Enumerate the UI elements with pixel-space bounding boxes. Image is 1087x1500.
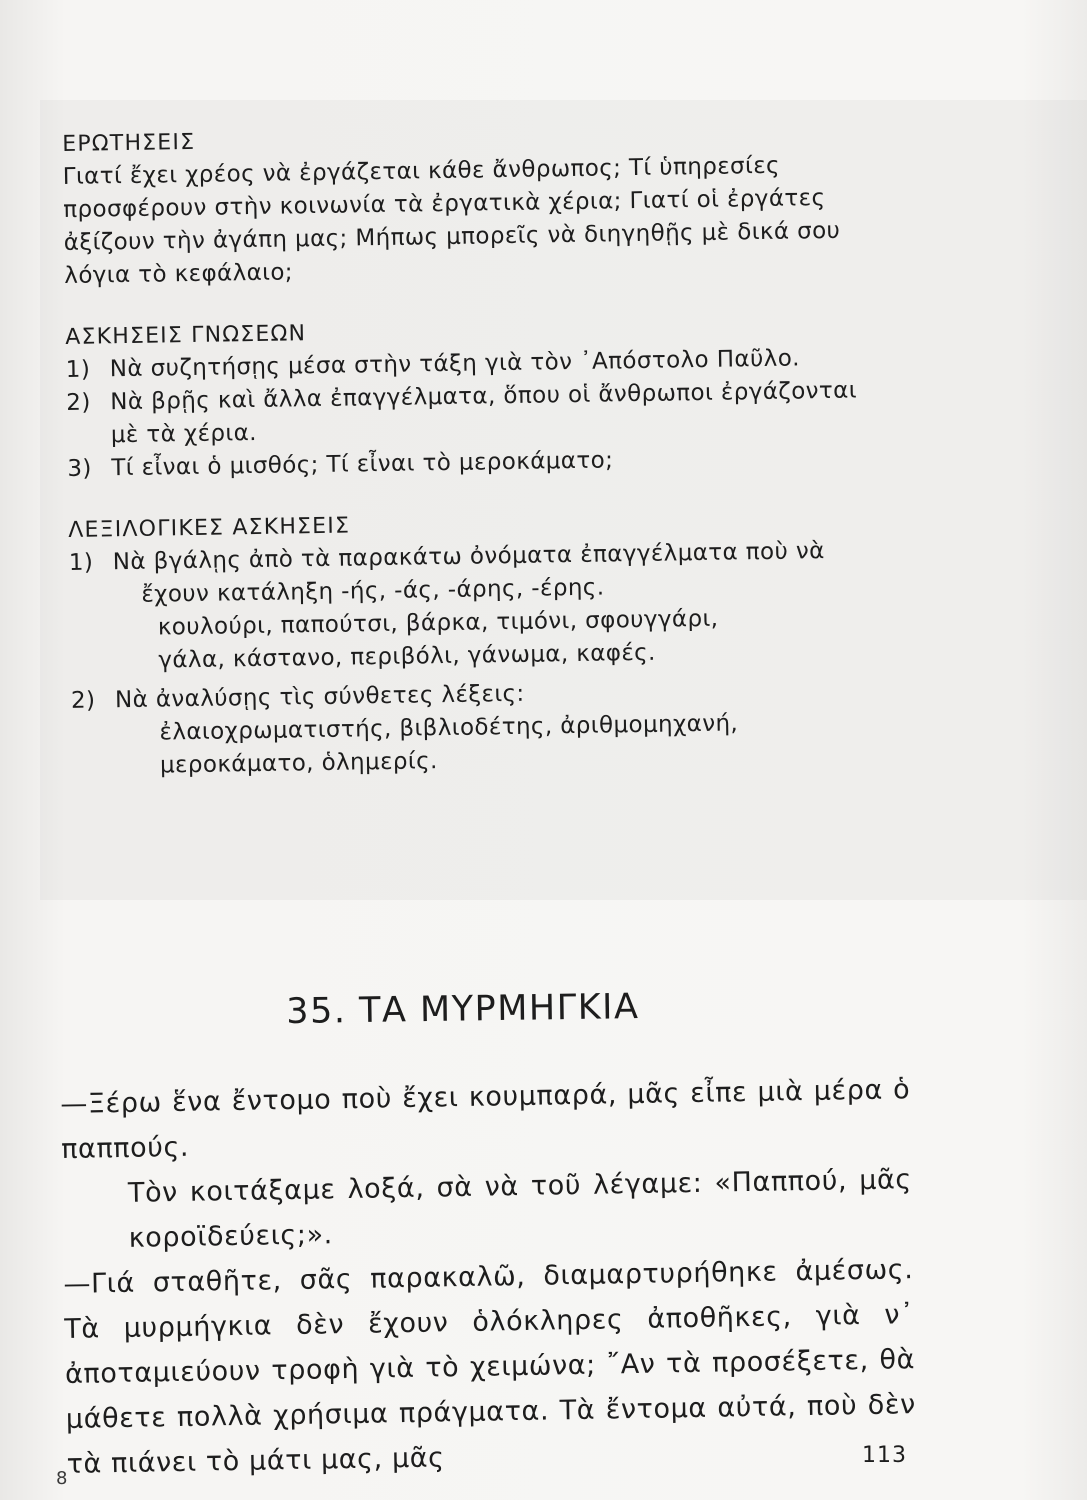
word-list-line: γάλα, κάστανο, περιβόλι, γάνωμα, καφές.	[158, 639, 656, 674]
questions-line: ἀξίζουν τὴν ἀγάπη μας; Μήπως μπορεῖς νὰ διηγηθῇς μὲ δικά σου	[63, 217, 841, 256]
story-text	[60, 1067, 917, 1487]
vocabulary-heading: ΛΕΞΙΛΟΓΙΚΕΣ ΑΣΚΗΣΕΙΣ	[68, 513, 351, 543]
vocabulary-block	[68, 501, 922, 784]
item-number: 3)	[67, 455, 92, 482]
word-list-line: κουλούρι, παπούτσι, βάρκα, τιμόνι, σφουγγάρι,	[157, 605, 719, 641]
item-text: μὲ τὰ χέρια.	[110, 419, 258, 449]
word-list-line: ἐλαιοχρωματιστής, βιβλιοδέτης, ἀριθμομηχανή,	[159, 710, 739, 746]
item-text: Νὰ συζητήσῃς μέσα στὴν τάξη γιὰ τὸν ᾿Απόστολο Παῦλο.	[109, 345, 801, 383]
knowledge-block	[65, 308, 917, 486]
exercises-section	[62, 115, 923, 812]
questions-line: λόγια τὸ κεφάλαιο;	[64, 259, 294, 289]
item-number: 2)	[70, 687, 96, 714]
item-text: Νὰ βγάλῃς ἀπὸ τὰ παρακάτω ὀνόματα ἐπαγγέλματα ποὺ νὰ	[112, 538, 825, 576]
story-paragraph: Τὸν κοιτάξαμε λοξά, σὰ νὰ τοῦ λέγαμε: «Παππού, μᾶς κοροϊδεύεις;».	[127, 1164, 913, 1254]
item-number: 1)	[65, 356, 91, 383]
vocabulary-item-2	[71, 672, 922, 784]
word-list-line: μεροκάματο, ὁλημερίς.	[159, 748, 438, 779]
item-text: Νὰ βρῇς καὶ ἄλλα ἐπαγγέλματα, ὅπου οἱ ἄνθρωποι ἐργάζονται	[110, 377, 858, 416]
item-text: Νὰ ἀναλύσῃς τὶς σύνθετες λέξεις:	[114, 680, 525, 714]
questions-heading: ΕΡΩΤΗΣΕΙΣ	[62, 129, 196, 157]
knowledge-heading: ΑΣΚΗΣΕΙΣ ΓΝΩΣΕΩΝ	[65, 321, 307, 350]
item-text: Τί εἶναι ὁ μισθός; Τί εἶναι τὸ μεροκάματο;	[111, 447, 614, 482]
item-number: 1)	[68, 549, 94, 576]
item-number: 2)	[66, 389, 91, 416]
questions-line: Γιατί ἔχει χρέος νὰ ἐργάζεται κάθε ἄνθρωπος; Τί ὑπηρεσίες	[62, 152, 781, 190]
page-number: 113	[862, 1443, 907, 1468]
vocabulary-item-1	[69, 534, 921, 679]
chapter-title: 35. ΤΑ ΜΥΡΜΗΓΚΙΑ	[286, 987, 640, 1032]
story-paragraph: —Γιά σταθῆτε, σᾶς παρακαλῶ, διαμαρτυρήθηκε ἀμέσως. Τὰ μυρμήγκια δὲν ἔχουν ὁλόκληρες ἀποθῆκες, γιὰ ν᾿ ἀποταμιεύουν τροφὴ γιὰ τὸ χειμώνα; ῎Αν τὰ προσέξετε, θὰ μάθετε πολλὰ χρήσιμα πράγματα. Τὰ ἔντομα αὐτά, ποὺ δὲν τὰ πιάνει τὸ μάτι μας, μᾶς	[63, 1254, 917, 1480]
corner-mark: 8	[56, 1468, 68, 1489]
story-paragraph: —Ξέρω ἕνα ἔντομο ποὺ ἔχει κουμπαρά, μᾶς εἶπε μιὰ μέρα ὁ παππούς.	[60, 1074, 911, 1165]
questions-line: προσφέρουν στὴν κοινωνία τὰ ἐργατικὰ χέρια; Γιατί οἱ ἐργάτες	[63, 185, 826, 223]
questions-block	[62, 115, 914, 293]
item-text: ἔχουν κατάληξη -ής, -άς, -άρης, -έρης.	[141, 574, 605, 608]
